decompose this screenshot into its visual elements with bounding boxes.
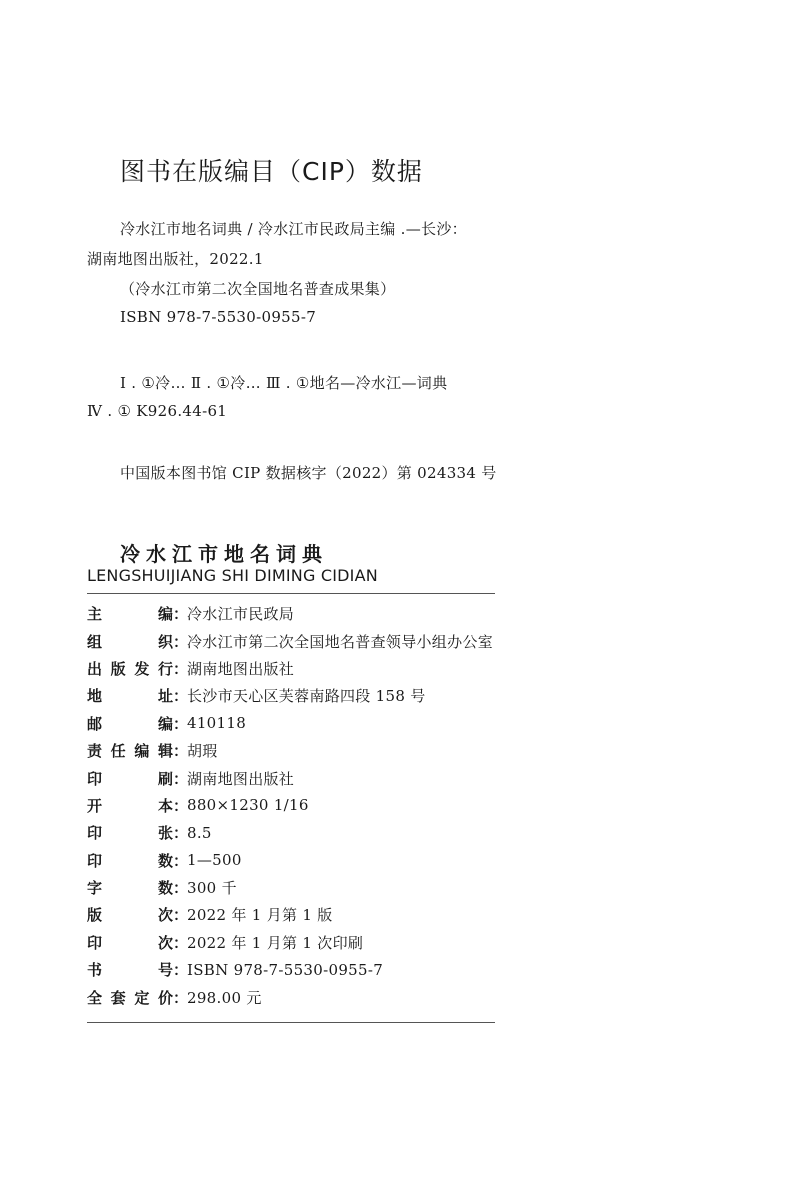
info-value: 880×1230 1/16: [187, 796, 309, 815]
info-value: ISBN 978-7-5530-0955-7: [187, 960, 384, 979]
info-label: [87, 795, 173, 816]
info-label-char: 版: [87, 906, 103, 925]
info-label-char: 字: [87, 879, 103, 898]
info-colon: ：: [173, 769, 189, 788]
info-colon: ：: [173, 906, 189, 925]
info-colon: ：: [173, 742, 189, 761]
info-row: [87, 929, 507, 956]
info-label-char: 址: [157, 687, 173, 706]
cip-line-series: （冷水江市第二次全国地名普查成果集）: [120, 280, 396, 298]
info-label: [87, 850, 173, 871]
info-label-char: 编: [134, 742, 150, 761]
info-label-char: 号: [157, 961, 173, 980]
cip-line-classification-number: Ⅳ . ① K926.44-61: [87, 402, 228, 420]
cip-title: 图书在版编目（CIP）数据: [120, 157, 423, 186]
info-label-char: 开: [87, 796, 103, 815]
info-row: [87, 901, 507, 928]
info-value: 298.00 元: [187, 988, 262, 1007]
info-label-char: 主: [87, 605, 103, 624]
info-colon: ：: [173, 961, 189, 980]
info-label-char: 地: [87, 687, 103, 706]
info-label-char: 任: [110, 742, 126, 761]
info-value: 1—500: [187, 851, 242, 870]
top-divider: [87, 593, 495, 594]
info-colon: ：: [173, 933, 189, 952]
info-colon: ：: [173, 988, 189, 1007]
info-label-char: 张: [157, 824, 173, 843]
info-row: [87, 627, 507, 654]
info-label: [87, 631, 173, 652]
info-colon: ：: [173, 632, 189, 651]
info-label: [87, 685, 173, 706]
info-label: [87, 877, 173, 898]
info-label-char: 织: [157, 632, 173, 651]
info-row: [87, 956, 507, 983]
info-colon: ：: [173, 879, 189, 898]
info-colon: ：: [173, 659, 189, 678]
info-label-char: 次: [157, 933, 173, 952]
info-value: 湖南地图出版社: [187, 769, 295, 788]
info-colon: ：: [173, 796, 189, 815]
info-colon: ：: [173, 687, 189, 706]
info-label-char: 出: [87, 659, 103, 678]
publication-info-list: [87, 600, 507, 1011]
bottom-divider: [87, 1022, 495, 1023]
info-row: [87, 819, 507, 846]
book-title: 冷水江市地名词典: [120, 542, 328, 566]
info-label-char: 印: [87, 824, 103, 843]
cip-line-classification: Ⅰ . ①冷… Ⅱ . ①冷… Ⅲ . ①地名—冷水江—词典: [120, 374, 448, 392]
info-row: [87, 983, 507, 1010]
info-label-char: 印: [87, 851, 103, 870]
info-row: [87, 874, 507, 901]
info-label: [87, 658, 173, 679]
info-label: [87, 959, 173, 980]
book-subtitle-pinyin: LENGSHUIJIANG SHI DIMING CIDIAN: [87, 566, 378, 585]
info-value: 8.5: [187, 823, 212, 842]
info-row: [87, 710, 507, 737]
info-label-char: 刷: [157, 769, 173, 788]
info-label: [87, 822, 173, 843]
info-label-char: 数: [157, 879, 173, 898]
info-value: 2022 年 1 月第 1 次印刷: [187, 933, 364, 952]
info-label: [87, 932, 173, 953]
info-label-char: 辑: [157, 742, 173, 761]
info-row: [87, 764, 507, 791]
info-label-char: 印: [87, 933, 103, 952]
info-label-char: 套: [110, 988, 126, 1007]
info-value: 胡瑕: [187, 742, 218, 761]
info-row: [87, 792, 507, 819]
info-label-char: 印: [87, 769, 103, 788]
info-colon: ：: [173, 714, 189, 733]
info-label-char: 本: [157, 796, 173, 815]
info-label: [87, 603, 173, 624]
info-colon: ：: [173, 851, 189, 870]
info-value: 300 千: [187, 879, 237, 898]
info-label-char: 责: [87, 742, 103, 761]
info-label-char: 书: [87, 961, 103, 980]
info-label-char: 版: [110, 659, 126, 678]
info-row: [87, 737, 507, 764]
info-label: [87, 740, 173, 761]
info-value: 冷水江市第二次全国地名普查领导小组办公室: [187, 632, 494, 651]
info-row: [87, 682, 507, 709]
info-value: 冷水江市民政局: [187, 605, 295, 624]
info-colon: ：: [173, 605, 189, 624]
info-label-char: 邮: [87, 714, 103, 733]
info-label-char: 定: [134, 988, 150, 1007]
cip-data-number: 中国版本图书馆 CIP 数据核字（2022）第 024334 号: [120, 464, 497, 482]
info-label: [87, 904, 173, 925]
info-label-char: 编: [157, 605, 173, 624]
info-colon: ：: [173, 824, 189, 843]
info-value: 湖南地图出版社: [187, 659, 295, 678]
cip-line-publisher: 湖南地图出版社，2022.1: [87, 250, 264, 268]
info-value: 2022 年 1 月第 1 版: [187, 906, 333, 925]
info-label: [87, 987, 173, 1008]
info-row: [87, 600, 507, 627]
info-value: 长沙市天心区芙蓉南路四段 158 号: [187, 687, 426, 706]
info-label-char: 全: [87, 988, 103, 1007]
cip-line-title-editor: 冷水江市地名词典 / 冷水江市民政局主编 .—长沙：: [120, 220, 467, 238]
info-label-char: 行: [157, 659, 173, 678]
info-row: [87, 847, 507, 874]
info-label-char: 组: [87, 632, 103, 651]
info-label-char: 价: [157, 988, 173, 1007]
cip-line-isbn: ISBN 978-7-5530-0955-7: [120, 308, 317, 326]
info-label: [87, 768, 173, 789]
info-row: [87, 655, 507, 682]
info-label-char: 编: [157, 714, 173, 733]
info-label-char: 数: [157, 851, 173, 870]
info-label: [87, 713, 173, 734]
info-label-char: 次: [157, 906, 173, 925]
info-label-char: 发: [134, 659, 150, 678]
info-value: 410118: [187, 714, 247, 733]
